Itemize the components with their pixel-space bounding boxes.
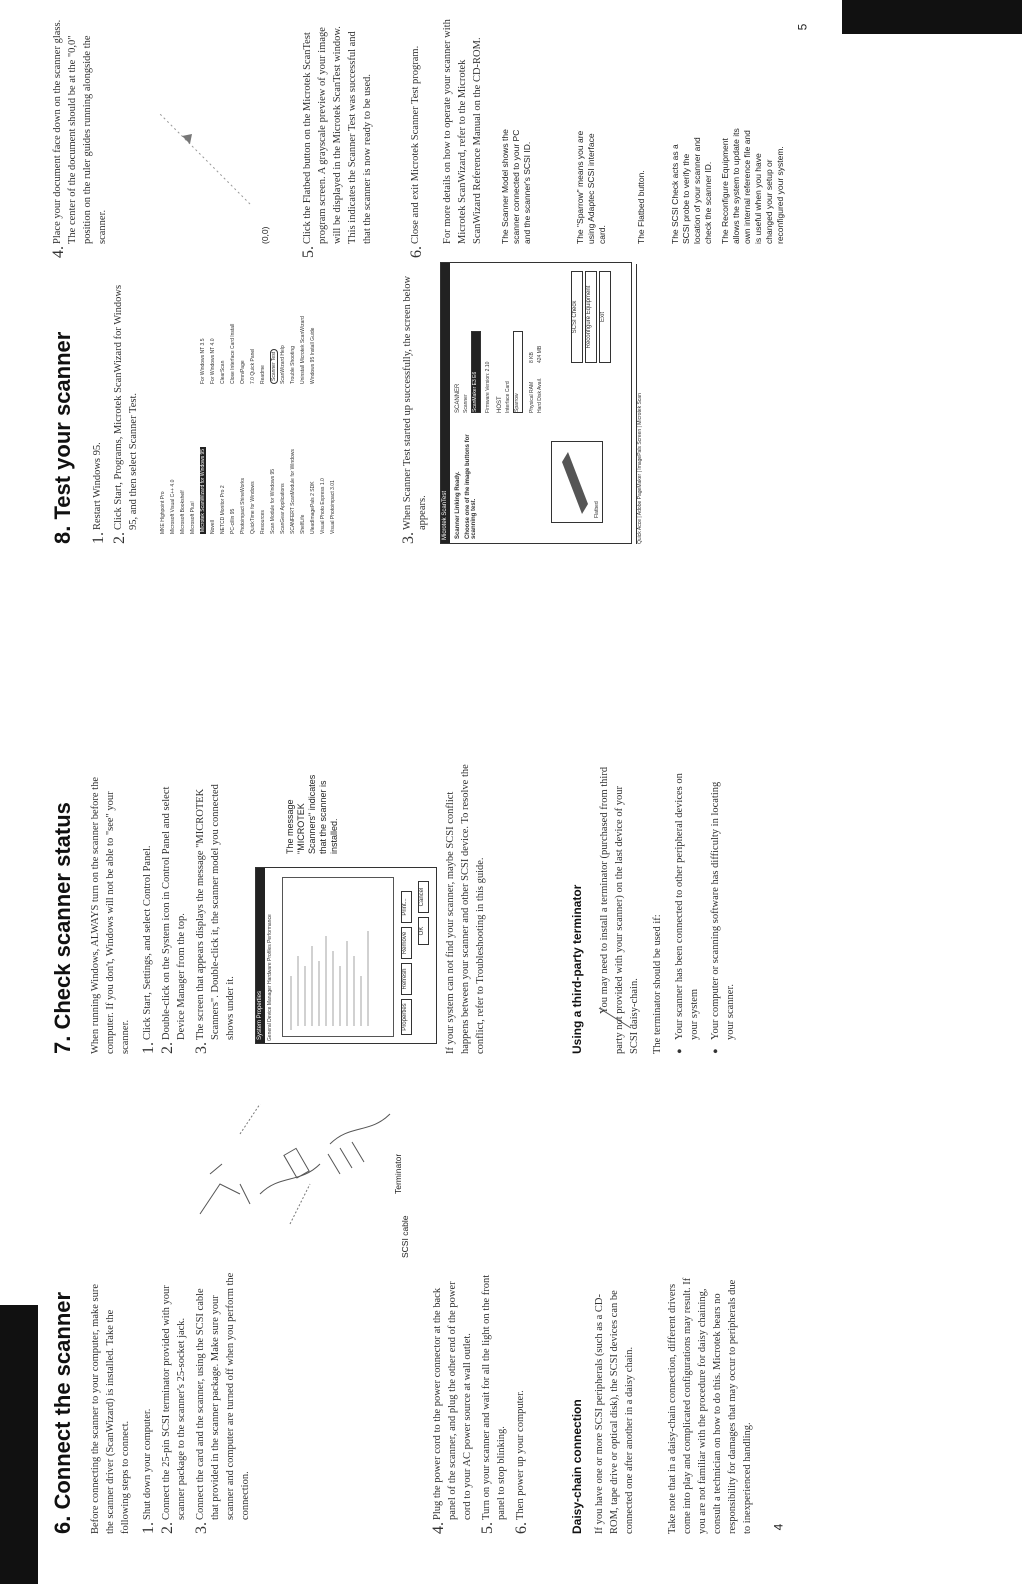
menu-item[interactable]: Visual Photo Express 1.0 — [320, 478, 326, 534]
scanner-glass-sketch — [150, 94, 260, 214]
hard-disk-label: Hard Disk Avail. — [537, 377, 543, 413]
submenu-item[interactable]: Uninstall Microtek ScanWizard — [300, 316, 306, 384]
note-reconfigure: The Reconfigure Equipment allows the system to update its own internal reference file and is useful when you have changed your setup or reconfigured your system. — [720, 128, 785, 244]
label-terminator: Terminator — [393, 1153, 403, 1194]
sec7-steps — [140, 760, 238, 1054]
sec8-step-1: 1. Restart Windows 95. — [90, 442, 107, 544]
sec7-intro: When running Windows, ALWAYS turn on the scanner before the computer. If you don't, Windows will not be able to "see" your scanner. — [90, 777, 131, 1054]
section-7-title: 7. Check scanner status — [50, 802, 75, 1054]
submenu-item[interactable]: Readme — [260, 365, 266, 384]
sec7-step-1: 1. Click Start, Settings, and select Control Panel. — [140, 845, 157, 1054]
label-scsi-cable: SCSI cable — [400, 1215, 410, 1258]
scanner-heading: SCANNER — [455, 383, 461, 413]
sec8-step-4: 4. Place your document face down on the scanner glass. The center of the document should be at the "0,0" position on the ruler guides running alongside the scanner. — [50, 19, 108, 258]
sec7-step-2: 2. Double-click on the System icon in Control Panel and select Device Manager from the top. — [159, 786, 187, 1054]
flatbed-scanner-icon — [552, 442, 592, 522]
remove-button[interactable]: Remove — [401, 927, 412, 959]
sec6-steps — [140, 1270, 253, 1534]
scantest-status: Scanner Linking Ready. — [455, 471, 461, 539]
sec6-step-3: 3. Connect the card and the scanner, using the SCSI cable that provided in the scanner package. Make sure your scanner and computer are turned off when you perform the connection. — [193, 1272, 251, 1534]
firmware-version: Firmware Version: 2.10 — [485, 361, 491, 413]
device-tree[interactable] — [282, 877, 394, 1037]
ok-button[interactable]: OK — [418, 917, 429, 945]
scanner-label: Scanner — [463, 394, 469, 413]
sec6-step-5: 5. Turn on your scanner and wait for all the light on the front panel to stop blinking. — [479, 1274, 507, 1534]
sec8-step-5: 5. Click the Flatbed button on the Microtek ScanTest program screen. A grayscale preview of your image will be displayed in the Microtek ScanTest window. This indicates the Scanner Test was successful and that the scanner is now ready to be used. — [300, 26, 373, 258]
submenu-item[interactable]: Windows 95 Install Guide — [310, 327, 316, 384]
print-button[interactable]: Print... — [401, 891, 412, 923]
menu-item[interactable]: Photoimpact ShineWorks — [240, 477, 246, 534]
submenu-item[interactable]: 7.0 Quick Panel — [250, 348, 256, 384]
menu-item[interactable]: PC-cillin 95 — [230, 508, 236, 534]
menu-item[interactable]: Microsoft Bookshelf — [180, 490, 186, 534]
refresh-button[interactable]: Refresh — [401, 963, 412, 995]
menu-item[interactable]: Microsoft Visual C++ 4.0 — [170, 479, 176, 534]
microtek-scanners-callout: The message "MICROTEK Scanners" indicates that the scanner is installed. — [285, 774, 339, 854]
physical-ram-label: Physical RAM — [529, 381, 535, 413]
daisy-para-1: If you have one or more SCSI peripherals (such as a CD-ROM, tape drive or optical disk), the SCSI devices can be connected one after another in a daisy chain. — [594, 1290, 635, 1534]
menu-item[interactable]: Resources — [260, 510, 266, 534]
section-6-title: 6. Connect the scanner — [50, 1291, 75, 1534]
sec8-step-2: 2. Click Start, Programs, Microtek ScanWizard for Windows 95, and then select Scanner Test. — [111, 284, 139, 544]
section-6 — [0, 1054, 1022, 1534]
sec6-step-1: 1. Shut down your computer. — [140, 1408, 157, 1534]
menu-item[interactable]: SCANFERT ScanModule for Windows — [290, 449, 296, 534]
sec7-troubleshoot: If your system can not find your scanner, maybe SCSI conflict happens between your scanner and other SCSI device. To resolve the conflict, refer to Troubleshooting in this guide. — [445, 764, 486, 1054]
terminator-bullets — [672, 770, 738, 1054]
cancel-button[interactable]: Cancel — [418, 881, 429, 913]
scanner-model-select[interactable]: ScanMaker E3 E6 — [471, 331, 481, 413]
menu-item[interactable]: Visual Photoimpact 3.01 — [330, 480, 336, 534]
flatbed-button[interactable] — [551, 441, 603, 523]
bullet-item: • Your scanner has been connected to other peripheral devices on your system — [672, 773, 700, 1054]
terminator-para-1: You may need to install a terminator (purchased from third party not provided with your scanner) on the last device of your SCSI daisy-chain. — [599, 766, 640, 1054]
scanner-test-menu-item[interactable]: Scanner Test — [270, 349, 278, 384]
scantest-instruction: Choose one of the image buttons for scanning test. — [465, 434, 477, 539]
terminator-para-2: The terminator should be used if: — [652, 914, 663, 1054]
note-sparrow: The "Sparrow" means you are using Adaptec SCSI interface card. — [575, 130, 607, 244]
note-scsi-check: The SCSI Check acts as a SCSI probe to verify the location of your scanner and check the scanner ID. — [670, 137, 713, 244]
note-flatbed: The Flatbed button. — [636, 170, 646, 244]
submenu-item[interactable]: Close Interface Card Install — [230, 323, 236, 384]
page-number-left: 4 — [771, 1523, 786, 1531]
interface-card-select[interactable]: Sparrow — [513, 331, 523, 413]
menu-item[interactable]: Microsoft Plus! — [190, 501, 196, 534]
menu-item[interactable]: Novell — [210, 520, 216, 534]
page-number-right: 5 — [795, 23, 810, 31]
windows-taskbar[interactable]: Quick Acce | Adobe PageMaker | ImagePals Screen | Microtek Scan — [636, 264, 643, 544]
physical-ram-value: 8 KB — [529, 352, 535, 363]
hard-disk-value: 424 MB — [537, 345, 543, 363]
sec6-step-2: 2. Connect the 25-pin SCSI terminator provided with your scanner package to the scanner's 25-socket jack. — [159, 1285, 187, 1534]
programs-menu-screenshot — [160, 264, 390, 534]
section-8-title: 8. Test your scanner — [50, 331, 75, 544]
interface-card-label: Interface Card — [505, 381, 511, 413]
submenu-item[interactable]: For Windows NT 4.0 — [210, 338, 216, 384]
submenu-item[interactable]: Trouble Shooting — [290, 346, 296, 384]
daisy-para-2: Take note that in a daisy-chain connection, different drivers come into play and complicated configurations may result. If you are not familiar with the procedure for daisy chaining, consult a technician on how to do this. Microtek bears no responsibility for damages that may occur to peripherals due to inexperienced handling. — [667, 1277, 753, 1534]
daisy-chain-heading: Daisy-chain connection — [570, 1399, 584, 1534]
sec6-step-6: 6. Then power up your computer. — [513, 1390, 530, 1534]
sec6-intro: Before connecting the scanner to your computer, make sure the scanner driver (ScanWizard) is installed. Take the following steps to connect. — [90, 1283, 131, 1534]
menu-item[interactable]: ScanGear Applications — [280, 483, 286, 534]
bullet-item: • Your computer or scanning software has difficulty in locating your scanner. — [708, 781, 736, 1054]
scsi-check-button[interactable]: SCSI Check — [571, 271, 583, 363]
section-8 — [0, 4, 1022, 544]
third-party-terminator-heading: Using a third-party terminator — [570, 884, 584, 1054]
dialog-tabs[interactable]: General Device Manager Hardware Profiles Performance — [267, 914, 273, 1041]
sec6-steps-2 — [430, 1270, 530, 1534]
menu-item[interactable]: QuickTime for Windows — [250, 481, 256, 534]
exit-button[interactable]: Exit — [599, 271, 611, 363]
submenu-item[interactable]: OmniPage — [240, 360, 246, 384]
reconfigure-equipment-button[interactable]: Reconfigure Equipment — [585, 271, 597, 363]
submenu-item[interactable]: For Windows NT 3.5 — [200, 338, 206, 384]
flatbed-label: Flatbed — [594, 501, 600, 518]
scantest-window — [440, 262, 632, 544]
section-7 — [0, 554, 1022, 1054]
sec8-steps — [90, 280, 141, 544]
connection-illustration — [180, 1084, 420, 1234]
dialog-titlebar: System Properties — [256, 868, 265, 1043]
menu-item[interactable]: NETCD Monitor Pro 2 — [220, 485, 226, 534]
origin-label: (0,0) — [260, 226, 270, 244]
properties-button[interactable]: Properties — [401, 999, 412, 1035]
host-heading: HOST — [497, 396, 503, 413]
sec8-step-6: 6. Close and exit Microtek Scanner Test program. — [408, 45, 425, 258]
menu-item[interactable]: ShelfLife — [300, 514, 306, 534]
sec8-more-details: For more details on how to operate your scanner with Microtek ScanWizard, refer to the Microtek ScanWizard Reference Manual on the CD-ROM. — [442, 19, 483, 244]
menu-item[interactable]: Scan Module for Windows 95 — [270, 468, 276, 534]
submenu-item[interactable]: ScanWizard Help — [280, 345, 286, 384]
scantest-titlebar: Microtek ScanTest — [441, 263, 450, 543]
system-properties-dialog — [255, 867, 437, 1044]
note-scanner-model: The Scanner Model shows the scanner connected to your PC and the scanner's SCSI ID. — [500, 129, 532, 244]
sec8-step-3: 3. When Scanner Test started up successfully, the screen below appears. — [400, 275, 428, 544]
menu-item-selected[interactable]: Microtek ScanWizard for Windows 95 — [200, 448, 206, 532]
menu-item[interactable]: MKE Highpoint Pro — [160, 491, 166, 534]
menu-item[interactable]: UleadImagePals 2 SDK — [310, 481, 316, 534]
sec6-step-4: 4. Plug the power cord to the power connector at the back panel of the scanner, and plug the other end of the power cord to your AC power source at wall outlet. — [430, 1281, 473, 1534]
submenu-item[interactable]: ClearScan — [220, 360, 226, 384]
sec7-step-3: 3. The screen that appears displays the message "MICROTEK Scanners". Double-click it, the scanner model you connected shows under it. — [193, 784, 236, 1054]
